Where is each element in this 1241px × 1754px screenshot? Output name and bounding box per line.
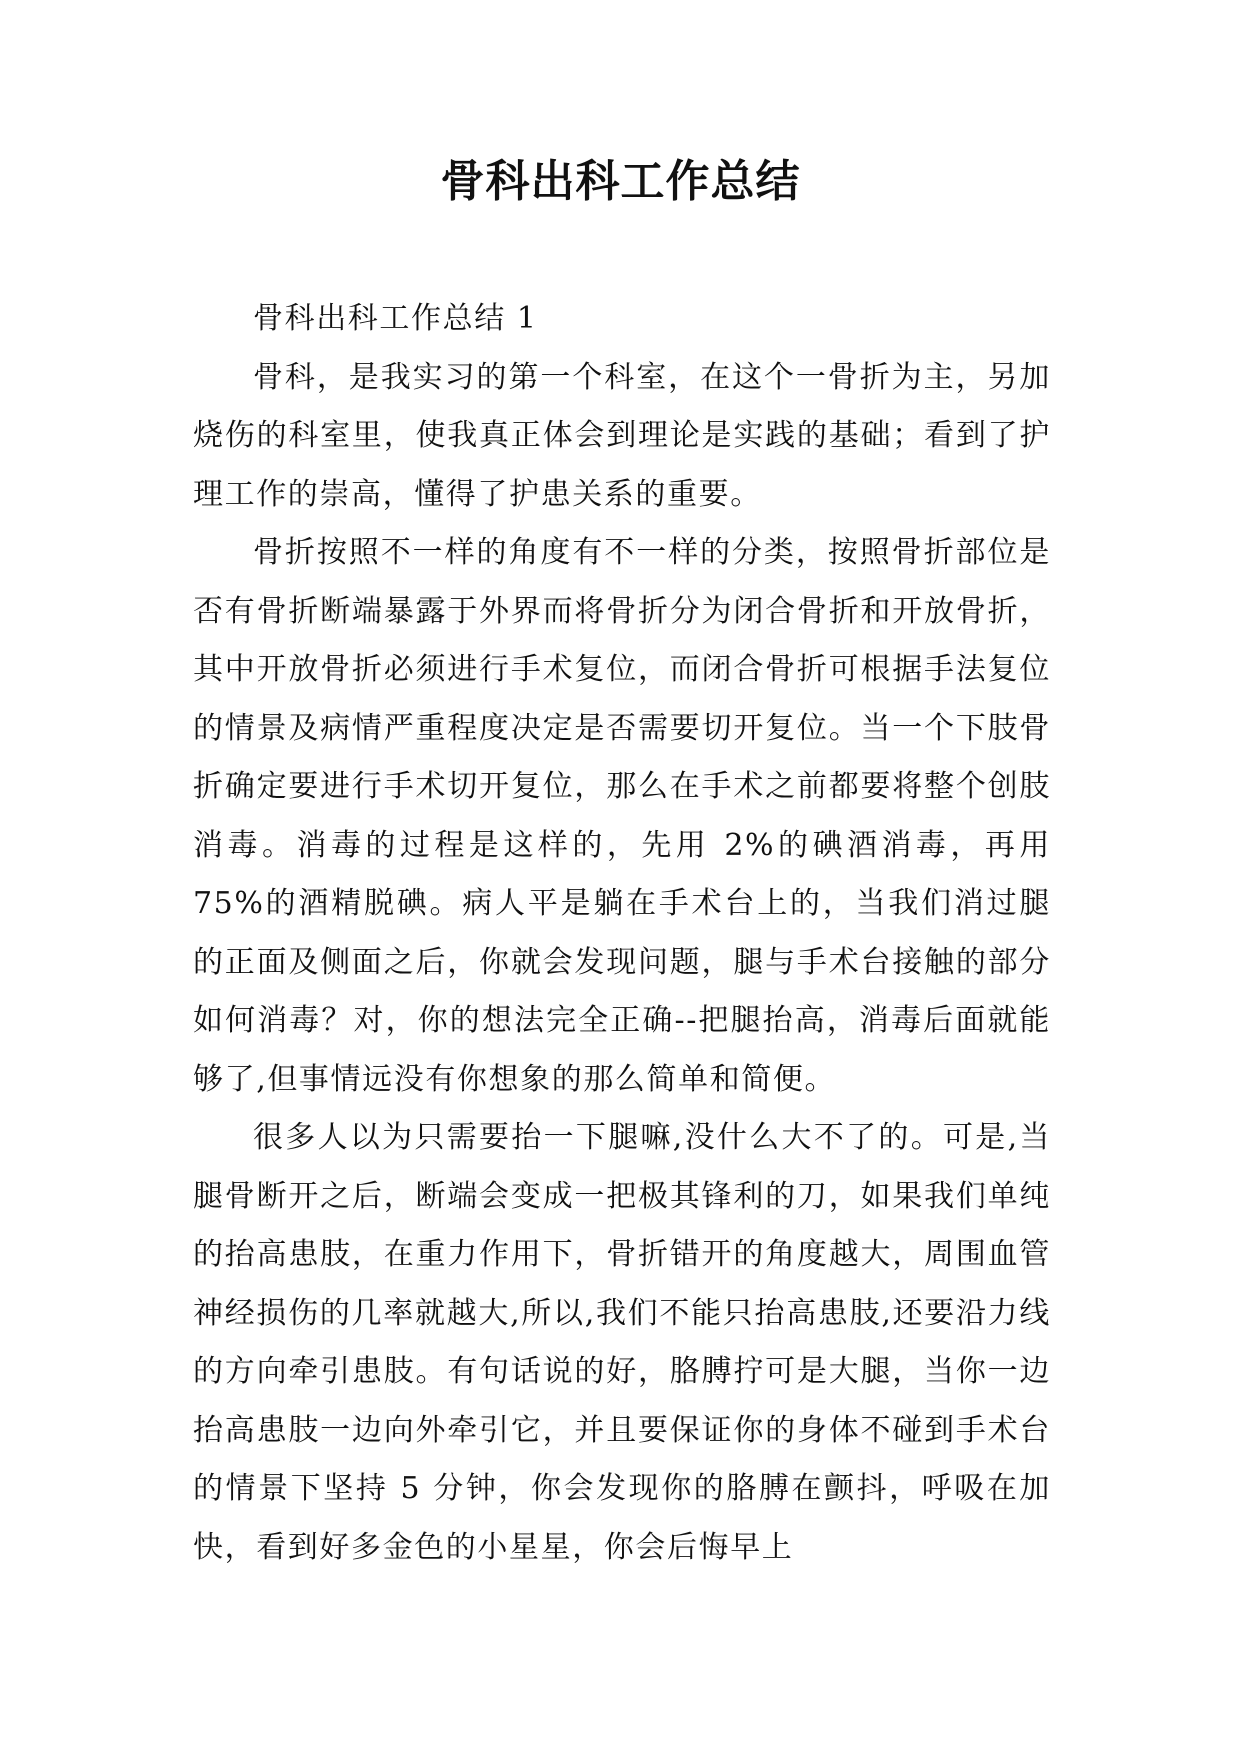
paragraph: 骨科，是我实习的第一个科室，在这个一骨折为主，另加烧伤的科室里，使我真正体会到理论是实践的基础；看到了护理工作的崇高，懂得了护患关系的重要。 — [193, 359, 1051, 512]
section-heading: 骨科出科工作总结 1 — [253, 301, 538, 336]
document-title: 骨科出科工作总结 — [440, 156, 801, 207]
paragraph: 骨折按照不一样的角度有不一样的分类，按照骨折部位是否有骨折断端暴露于外界而将骨折分为闭合骨折和开放骨折，其中开放骨折必须进行手术复位，而闭合骨折可根据手法复位的情景及病情严重程度决定是否需要切开复位。当一个下肢骨折确定要进行手术切开复位，那么在手术之前都要将整个创肢消毒。消毒的过程是这样的，先用 2%的碘酒消毒，再用 75%的酒精脱碘。病人平是躺在手术台上的，当我们消过腿的正面及侧面之后，你就会发现问题，腿与手术台接触的部分如何消毒？对，你的想法完全正确--把腿抬高，消毒后面就能够了,但事情远没有你想象的那么简单和简便。 — [193, 535, 1051, 1097]
paragraph: 很多人以为只需要抬一下腿嘛,没什么大不了的。可是,当腿骨断开之后，断端会变成一把极其锋利的刀，如果我们单纯的抬高患肢，在重力作用下，骨折错开的角度越大，周围血管神经损伤的几率就越大,所以,我们不能只抬高患肢,还要沿力线的方向牵引患肢。有句话说的好，胳膊拧可是大腿，当你一边抬高患肢一边向外牵引它，并且要保证你的身体不碰到手术台的情景下坚持 5 分钟，你会发现你的胳膊在颤抖，呼吸在加快，看到好多金色的小星星，你会后悔早上 — [193, 1120, 1051, 1565]
document-body — [193, 290, 1051, 1577]
